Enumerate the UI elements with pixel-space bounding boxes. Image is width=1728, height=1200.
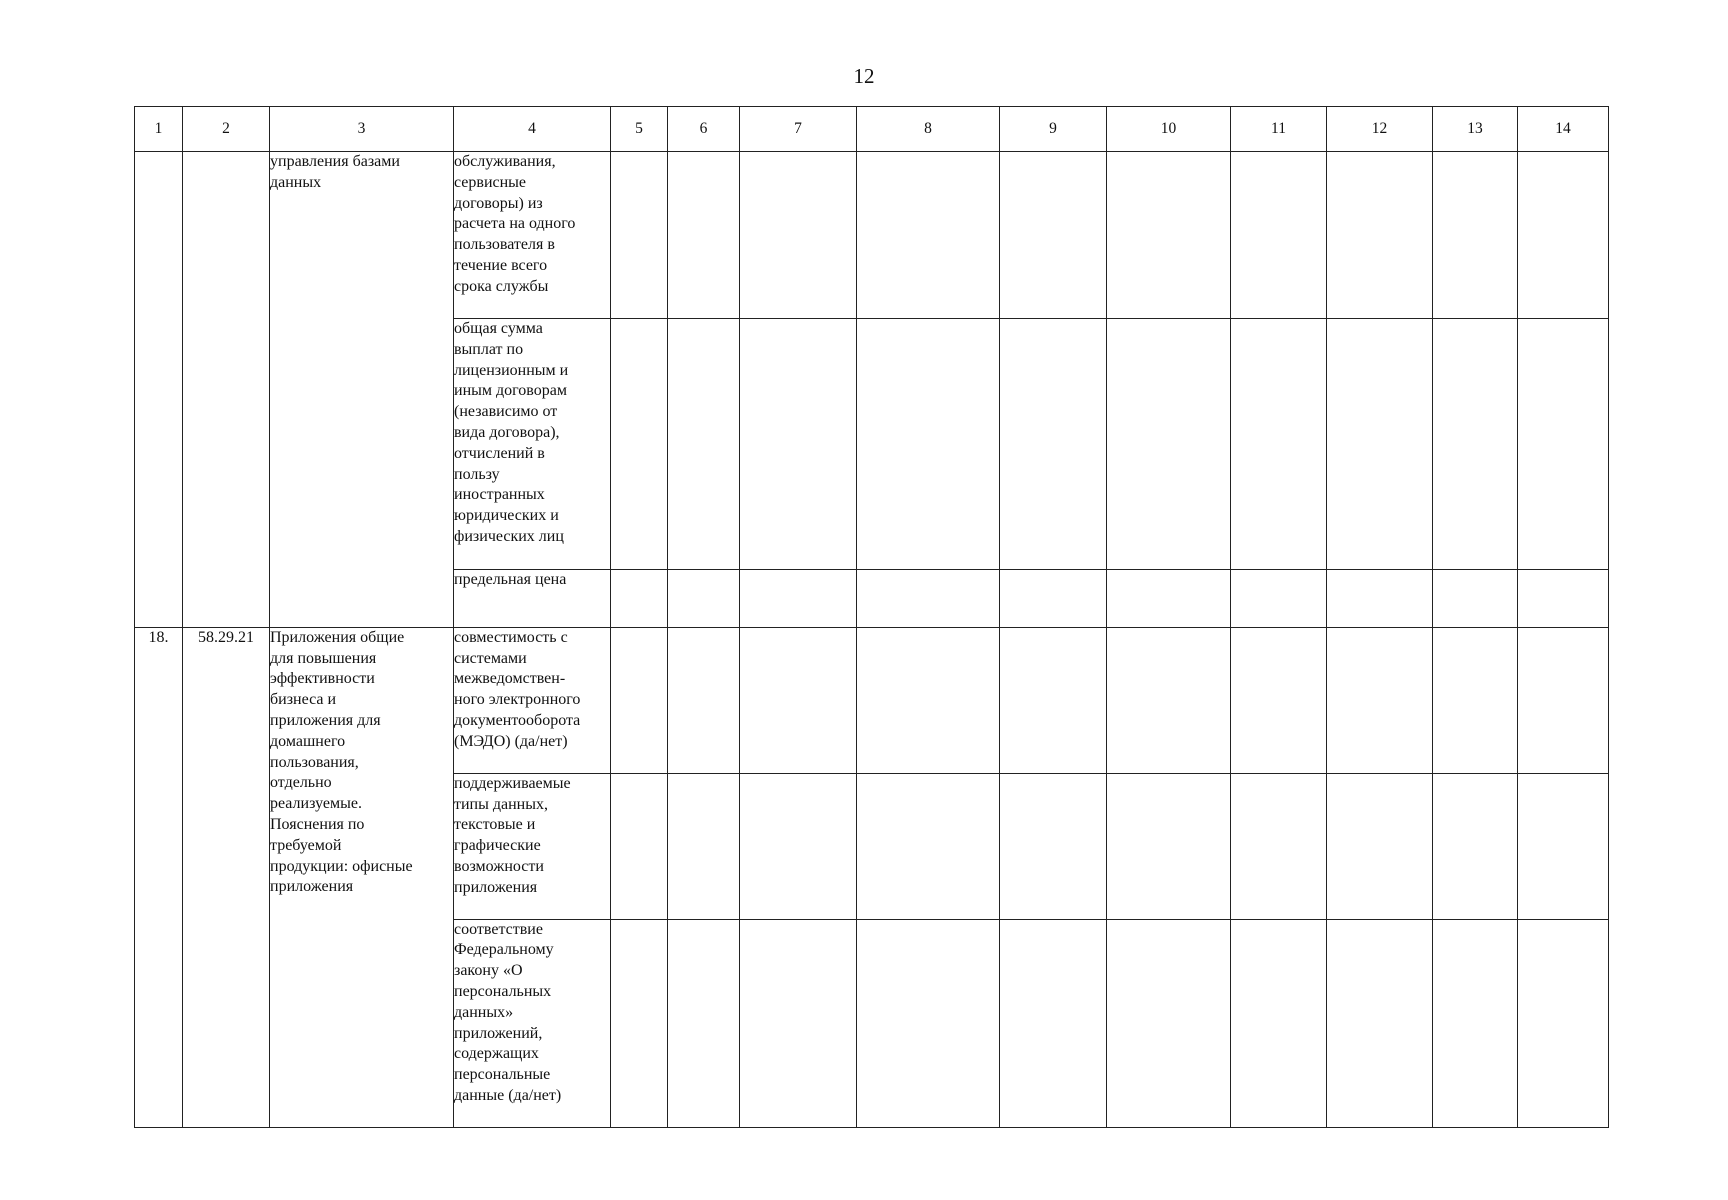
empty-cell	[1518, 919, 1609, 1127]
empty-cell	[1327, 569, 1433, 627]
col-header-8: 8	[857, 107, 1000, 152]
empty-cell	[1231, 919, 1327, 1127]
empty-cell	[1000, 569, 1107, 627]
col-header-3: 3	[270, 107, 454, 152]
empty-cell	[668, 152, 740, 319]
empty-cell	[1000, 627, 1107, 773]
empty-cell	[1518, 152, 1609, 319]
empty-cell	[611, 627, 668, 773]
empty-cell	[1000, 919, 1107, 1127]
empty-cell	[1327, 773, 1433, 919]
empty-cell	[1231, 569, 1327, 627]
page-number: 12	[853, 64, 875, 88]
empty-cell	[740, 919, 857, 1127]
empty-cell	[740, 569, 857, 627]
empty-cell	[611, 773, 668, 919]
empty-cell	[1107, 627, 1231, 773]
empty-cell	[857, 627, 1000, 773]
empty-cell	[1107, 919, 1231, 1127]
col-header-10: 10	[1107, 107, 1231, 152]
empty-cell	[1433, 627, 1518, 773]
empty-cell	[1433, 319, 1518, 570]
col-header-2: 2	[183, 107, 270, 152]
empty-cell	[611, 569, 668, 627]
characteristic-cell: поддерживаемые типы данных, текстовые и графические возможности приложения	[454, 773, 611, 919]
characteristic-cell: соответствие Федеральному закону «О персональных данных» приложений, содержащих персональные данные (да/нет)	[454, 919, 611, 1127]
characteristic-cell: обслуживания, сервисные договоры) из расчета на одного пользователя в течение всего срока службы	[454, 152, 611, 319]
empty-cell	[611, 152, 668, 319]
col-header-9: 9	[1000, 107, 1107, 152]
empty-cell	[857, 919, 1000, 1127]
col-header-5: 5	[611, 107, 668, 152]
empty-cell	[1231, 627, 1327, 773]
empty-cell	[1327, 919, 1433, 1127]
table-row	[135, 627, 1609, 773]
empty-cell	[1000, 152, 1107, 319]
empty-cell	[1327, 152, 1433, 319]
empty-cell	[1518, 569, 1609, 627]
col-header-4: 4	[454, 107, 611, 152]
empty-cell	[668, 627, 740, 773]
empty-cell	[1107, 152, 1231, 319]
empty-cell	[740, 319, 857, 570]
empty-cell	[1433, 919, 1518, 1127]
empty-cell	[1231, 319, 1327, 570]
empty-cell	[740, 773, 857, 919]
empty-cell	[611, 319, 668, 570]
empty-cell	[1518, 773, 1609, 919]
empty-cell	[1518, 319, 1609, 570]
col-header-6: 6	[668, 107, 740, 152]
header-row	[135, 107, 1609, 152]
empty-cell	[1000, 773, 1107, 919]
table-row	[135, 152, 1609, 319]
empty-cell	[1518, 627, 1609, 773]
okpd-code-cell	[183, 152, 270, 628]
product-name-cell: управления базами данных	[270, 152, 454, 628]
okpd-code-cell: 58.29.21	[183, 627, 270, 1127]
empty-cell	[668, 919, 740, 1127]
empty-cell	[1107, 319, 1231, 570]
requirements-table	[134, 106, 1609, 1128]
empty-cell	[1107, 773, 1231, 919]
empty-cell	[857, 152, 1000, 319]
empty-cell	[1107, 569, 1231, 627]
item-number-cell	[135, 152, 183, 628]
col-header-7: 7	[740, 107, 857, 152]
empty-cell	[740, 627, 857, 773]
empty-cell	[1433, 773, 1518, 919]
characteristic-cell: общая сумма выплат по лицензионным и иным договорам (независимо от вида договора), отчислений в пользу иностранных юридических и физических лиц	[454, 319, 611, 570]
empty-cell	[1231, 152, 1327, 319]
col-header-1: 1	[135, 107, 183, 152]
empty-cell	[1327, 319, 1433, 570]
empty-cell	[1000, 319, 1107, 570]
col-header-11: 11	[1231, 107, 1327, 152]
characteristic-cell: предельная цена	[454, 569, 611, 627]
empty-cell	[857, 319, 1000, 570]
product-name-cell: Приложения общие для повышения эффективности бизнеса и приложения для домашнего пользования, отдельно реализуемые. Пояснения по требуемой продукции: офисные приложения	[270, 627, 454, 1127]
empty-cell	[1433, 152, 1518, 319]
empty-cell	[1433, 569, 1518, 627]
item-number-cell: 18.	[135, 627, 183, 1127]
empty-cell	[740, 152, 857, 319]
col-header-14: 14	[1518, 107, 1609, 152]
empty-cell	[668, 569, 740, 627]
col-header-13: 13	[1433, 107, 1518, 152]
empty-cell	[611, 919, 668, 1127]
empty-cell	[857, 773, 1000, 919]
empty-cell	[668, 319, 740, 570]
empty-cell	[668, 773, 740, 919]
empty-cell	[857, 569, 1000, 627]
empty-cell	[1231, 773, 1327, 919]
col-header-12: 12	[1327, 107, 1433, 152]
empty-cell	[1327, 627, 1433, 773]
characteristic-cell: совместимость с системами межведомствен- ного электронного документооборота (МЭДО) (да/нет)	[454, 627, 611, 773]
